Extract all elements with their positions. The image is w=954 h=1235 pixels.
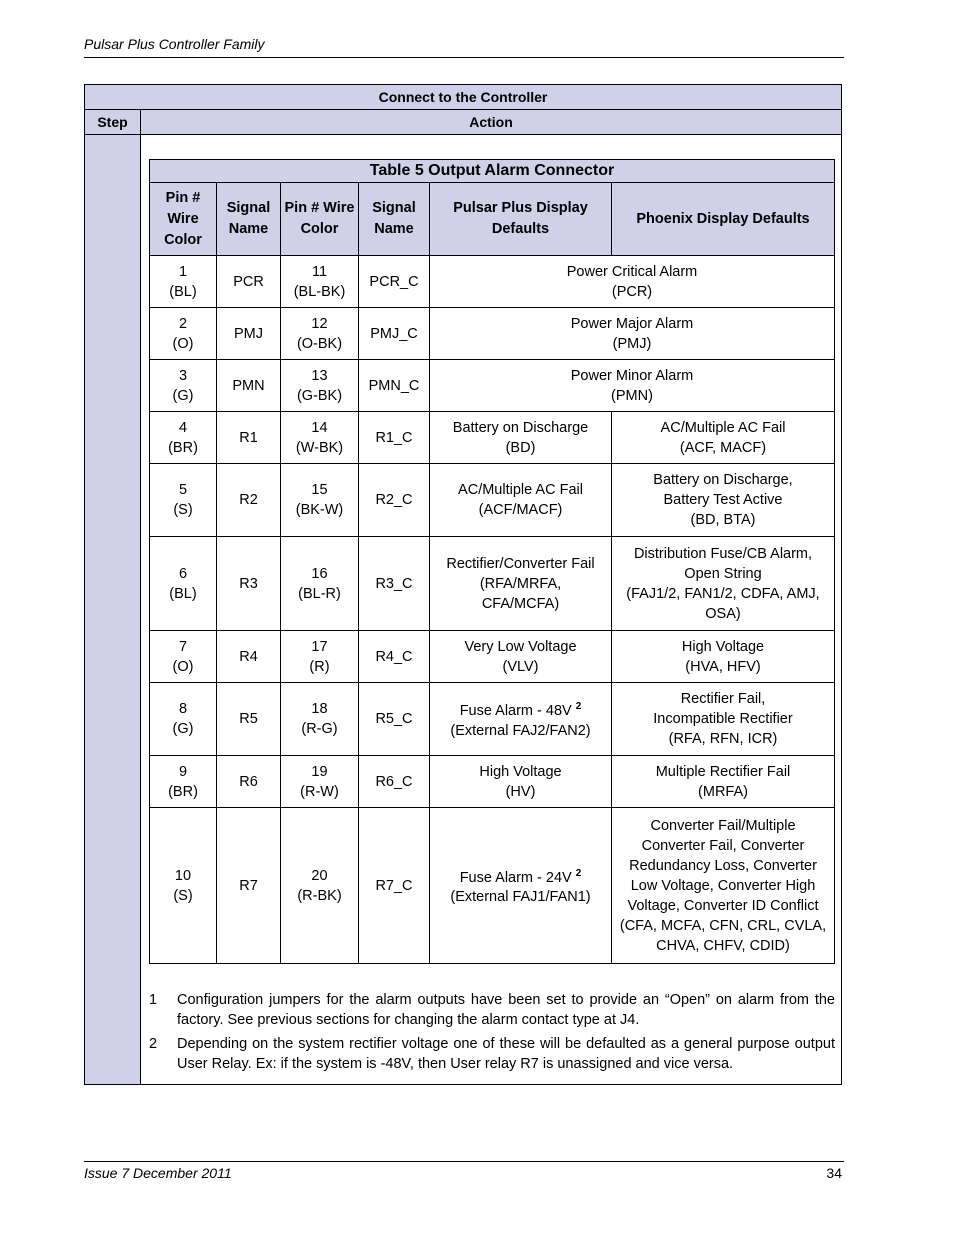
pin-wire-cell	[281, 683, 359, 756]
cell-line: (BL)	[169, 283, 197, 300]
cell-line: High Voltage	[479, 763, 562, 780]
cell-line: Battery on Discharge	[452, 419, 589, 436]
phoenix-defaults-cell	[612, 537, 835, 631]
cell-line: (FAJ1/2, FAN1/2, CDFA, AMJ,	[626, 585, 820, 602]
footnote-item	[149, 1034, 835, 1074]
pin-wire-cell	[281, 360, 359, 412]
cell-line: R6_C	[375, 773, 413, 790]
pulsar-defaults-cell	[430, 537, 612, 631]
cell-line: (BD, BTA)	[690, 512, 756, 528]
cell-line: (R-BK)	[297, 887, 342, 904]
cell-line: Low Voltage, Converter High	[630, 877, 816, 894]
cell-line: 11	[311, 263, 328, 280]
phoenix-defaults-cell	[612, 412, 835, 464]
signal-cell	[217, 756, 281, 808]
cell-line: 14	[311, 419, 328, 436]
table-row	[150, 808, 835, 964]
signal-cell	[217, 683, 281, 756]
pulsar-defaults-cell	[430, 756, 612, 808]
cell-line: 13	[311, 367, 328, 384]
col-header-signal1: Signal Name	[217, 183, 281, 256]
pin-wire-cell	[150, 360, 217, 412]
footnote-number: 1	[149, 992, 158, 1008]
cell-line: (BR)	[168, 439, 198, 456]
cell-line: (BL)	[169, 585, 197, 602]
pulsar-defaults-cell	[430, 808, 612, 964]
signal-cell	[217, 808, 281, 964]
table-row	[150, 412, 835, 464]
cell-line: (S)	[173, 502, 193, 518]
signal-cell	[359, 360, 430, 412]
cell-line: (O-BK)	[296, 335, 343, 352]
cell-line: (BL-R)	[298, 585, 341, 602]
page-number: 34	[826, 1165, 842, 1181]
cell-line: Very Low Voltage	[464, 638, 577, 655]
pin-wire-cell	[281, 464, 359, 537]
signal-cell	[359, 308, 430, 360]
cell-line: (G)	[172, 721, 194, 737]
cell-line: Battery Test Active	[663, 492, 783, 508]
cell-line: CFA/MCFA)	[481, 595, 560, 612]
cell-line: R4_C	[375, 648, 413, 665]
action-column-header: Action	[141, 110, 842, 135]
cell-line: Distribution Fuse/CB Alarm,	[633, 545, 813, 562]
phoenix-defaults-cell	[612, 464, 835, 537]
cell-line: 2	[178, 315, 188, 332]
cell-line: (R-G)	[301, 721, 338, 737]
phoenix-defaults-cell	[612, 683, 835, 756]
cell-line: Power Critical Alarm	[566, 263, 698, 280]
cell-line: (External FAJ2/FAN2)	[450, 722, 591, 739]
pulsar-defaults-cell	[430, 412, 612, 464]
footer-issue: Issue 7 December 2011	[84, 1165, 232, 1181]
table-row	[150, 360, 835, 412]
cell-line: PMN	[232, 377, 265, 394]
cell-line: Converter Fail, Converter	[641, 837, 805, 854]
cell-line: (G-BK)	[296, 387, 343, 404]
cell-line: 12	[311, 315, 328, 332]
cell-line: (VLV)	[502, 658, 539, 675]
col-header-phoenix: Phoenix Display Defaults	[612, 183, 835, 256]
cell-line: R5_C	[375, 711, 413, 727]
pin-wire-cell	[281, 756, 359, 808]
signal-cell	[217, 412, 281, 464]
cell-line: R2	[239, 492, 258, 508]
cell-line: (BK-W)	[295, 502, 344, 518]
cell-line: Voltage, Converter ID Conflict	[627, 897, 819, 914]
cell-line: 10	[174, 867, 192, 884]
cell-line: Rectifier/Converter Fail	[446, 555, 595, 572]
table-row	[150, 631, 835, 683]
cell-line: 8	[178, 701, 188, 717]
cell-line: Power Major Alarm	[570, 315, 694, 332]
cell-line: High Voltage	[681, 638, 765, 655]
pin-wire-cell	[150, 808, 217, 964]
cell-line: (PMJ)	[612, 335, 652, 352]
cell-line: (HVA, HFV)	[685, 658, 761, 675]
cell-line: AC/Multiple AC Fail	[458, 482, 583, 498]
cell-line: (BD)	[505, 439, 536, 456]
cell-line: CHVA, CHFV, CDID)	[656, 937, 790, 954]
phoenix-defaults-cell	[612, 756, 835, 808]
cell-line: (RFA/MRFA,	[479, 575, 562, 592]
pulsar-defaults-cell	[430, 683, 612, 756]
display-defaults-cell	[430, 308, 835, 360]
cell-line: (ACF/MACF)	[478, 502, 563, 518]
cell-line: PMN_C	[368, 377, 420, 394]
alarm-table-title: Table 5 Output Alarm Connector	[150, 160, 835, 183]
action-cell	[141, 135, 842, 1085]
signal-cell	[217, 464, 281, 537]
cell-line: (External FAJ1/FAN1)	[450, 889, 591, 906]
pulsar-defaults-cell	[430, 631, 612, 683]
signal-cell	[217, 360, 281, 412]
display-defaults-cell	[430, 256, 835, 308]
cell-line: R6	[239, 773, 258, 790]
cell-line: Redundancy Loss, Converter	[629, 857, 817, 874]
cell-line: R1_C	[375, 429, 413, 446]
table-row	[150, 308, 835, 360]
footnote-text: Configuration jumpers for the alarm outputs have been set to provide an “Open” on alarm from the factory. See previous sections for changing the alarm contact type at J4.	[177, 992, 835, 1028]
col-header-signal2: Signal Name	[359, 183, 430, 256]
pin-wire-cell	[150, 256, 217, 308]
cell-line: R1	[239, 429, 258, 446]
signal-cell	[217, 308, 281, 360]
cell-line: PCR_C	[369, 273, 419, 290]
step-cell	[85, 135, 141, 1085]
cell-line: (O)	[172, 658, 194, 675]
pulsar-defaults-cell	[430, 464, 612, 537]
cell-line: PCR	[233, 273, 264, 290]
cell-line: (RFA, RFN, ICR)	[668, 731, 778, 747]
cell-line: Fuse Alarm - 48V $^2$	[459, 701, 582, 719]
signal-cell	[217, 537, 281, 631]
cell-line: Power Minor Alarm	[570, 367, 694, 384]
cell-line: (CFA, MCFA, CFN, CRL, CVLA,	[619, 917, 827, 934]
cell-line: 3	[178, 367, 188, 384]
cell-line: 15	[311, 482, 328, 498]
cell-line: (PMN)	[611, 387, 653, 404]
table-row	[150, 756, 835, 808]
cell-line: Battery on Discharge,	[653, 472, 793, 488]
table-row	[150, 256, 835, 308]
cell-line: Converter Fail/Multiple	[650, 817, 796, 834]
cell-line: AC/Multiple AC Fail	[660, 419, 786, 436]
pin-wire-cell	[150, 308, 217, 360]
signal-cell	[359, 756, 430, 808]
table-row	[150, 683, 835, 756]
signal-cell	[217, 631, 281, 683]
cell-line: Rectifier Fail,	[680, 691, 766, 707]
signal-cell	[217, 256, 281, 308]
outer-table-title: Connect to the Controller	[85, 85, 842, 110]
signal-cell	[359, 683, 430, 756]
cell-line: 9	[178, 763, 188, 780]
cell-line: PMJ	[234, 325, 263, 342]
cell-line: (S)	[173, 887, 193, 904]
cell-line: (PCR)	[611, 283, 653, 300]
output-alarm-connector-table	[149, 159, 835, 964]
cell-line: R5	[239, 711, 258, 727]
page-header: Pulsar Plus Controller Family	[84, 36, 844, 58]
cell-line: 19	[311, 763, 328, 780]
pin-wire-cell	[281, 256, 359, 308]
cell-line: R7	[239, 877, 258, 894]
footnote-marker: 2	[575, 867, 582, 879]
cell-line: (G)	[172, 387, 194, 404]
col-header-pin2: Pin # Wire Color	[281, 183, 359, 256]
pin-wire-cell	[150, 683, 217, 756]
cell-line: R2_C	[375, 492, 413, 508]
cell-line: 5	[178, 482, 188, 498]
signal-cell	[359, 464, 430, 537]
signal-cell	[359, 808, 430, 964]
cell-line: 17	[311, 638, 328, 655]
cell-line: PMJ_C	[370, 325, 418, 342]
signal-cell	[359, 256, 430, 308]
cell-line: (MRFA)	[698, 783, 748, 800]
col-header-pulsar: Pulsar Plus Display Defaults	[430, 183, 612, 256]
pin-wire-cell	[281, 537, 359, 631]
footnote-marker: 2	[575, 701, 582, 713]
table-row	[150, 537, 835, 631]
signal-cell	[359, 631, 430, 683]
cell-line: R4	[239, 648, 258, 665]
cell-line: R3	[239, 575, 258, 592]
cell-line: 1	[178, 263, 188, 280]
pin-wire-cell	[150, 412, 217, 464]
pin-wire-cell	[281, 308, 359, 360]
footnote-item	[149, 990, 835, 1030]
cell-line: (HV)	[505, 783, 536, 800]
cell-line: (R-W)	[300, 783, 339, 800]
cell-line: (O)	[172, 335, 194, 352]
cell-line: 7	[178, 638, 188, 655]
cell-line: (W-BK)	[295, 439, 344, 456]
cell-line: Multiple Rectifier Fail	[655, 763, 791, 780]
pin-wire-cell	[150, 464, 217, 537]
cell-line: Incompatible Rectifier	[653, 711, 793, 727]
cell-line: 16	[311, 565, 328, 582]
cell-line: (R)	[309, 658, 330, 675]
cell-line: Open String	[684, 565, 762, 582]
cell-line: 20	[311, 867, 328, 884]
cell-line: (BL-BK)	[293, 283, 346, 300]
pin-wire-cell	[281, 631, 359, 683]
display-defaults-cell	[430, 360, 835, 412]
cell-line: (BR)	[168, 783, 198, 800]
signal-cell	[359, 537, 430, 631]
cell-line: R7_C	[375, 877, 413, 894]
pin-wire-cell	[150, 756, 217, 808]
cell-line: (ACF, MACF)	[679, 439, 767, 456]
signal-cell	[359, 412, 430, 464]
cell-line: R3_C	[375, 575, 413, 592]
phoenix-defaults-cell	[612, 631, 835, 683]
pin-wire-cell	[150, 631, 217, 683]
step-column-header: Step	[85, 110, 141, 135]
cell-line: 4	[178, 419, 188, 436]
cell-line: 6	[178, 565, 188, 582]
pin-wire-cell	[150, 537, 217, 631]
phoenix-defaults-cell	[612, 808, 835, 964]
col-header-pin1: Pin # Wire Color	[150, 183, 217, 256]
pin-wire-cell	[281, 412, 359, 464]
footnote-number: 2	[149, 1036, 158, 1052]
table-row	[150, 464, 835, 537]
footnotes	[149, 990, 835, 1074]
cell-line: 18	[311, 701, 328, 717]
connect-controller-table	[84, 84, 842, 1085]
cell-line: Fuse Alarm - 24V $^2$	[459, 867, 582, 886]
pin-wire-cell	[281, 808, 359, 964]
page-footer	[84, 1161, 844, 1181]
footnote-text: Depending on the system rectifier voltage one of these will be defaulted as a general purpose output User Relay. Ex: if the system is -48V, then User relay R7 is unassigned and vice versa.	[177, 1036, 835, 1072]
cell-line: OSA)	[705, 605, 741, 622]
